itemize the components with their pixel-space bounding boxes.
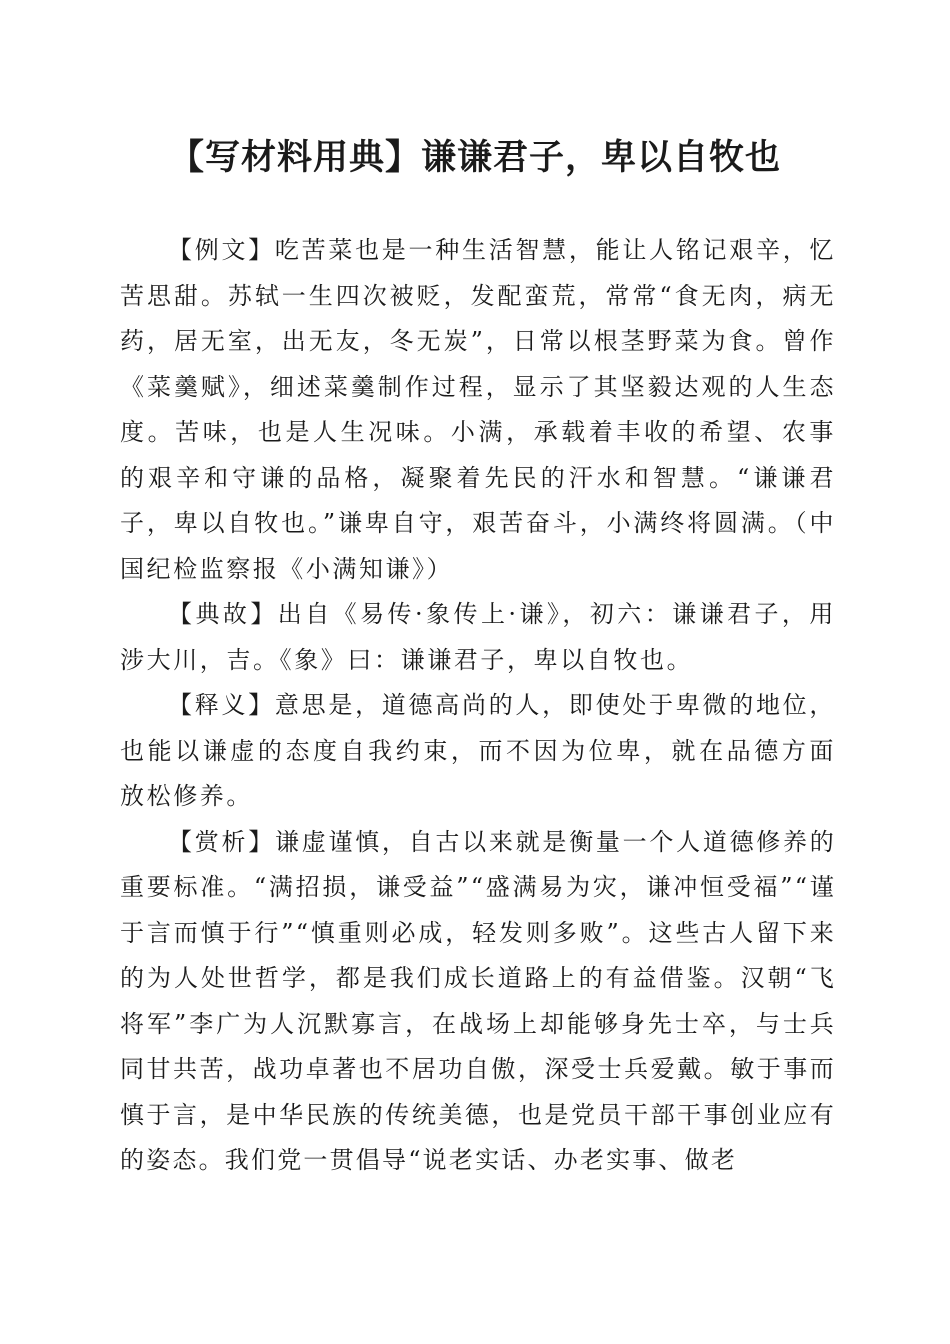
document-body (120, 228, 836, 1184)
paragraph-tag: 【例文】 (168, 236, 275, 264)
paragraph-tag: 【释义】 (168, 691, 275, 719)
paragraph-tag: 【赏析】 (168, 827, 275, 856)
paragraph-tag: 【典故】 (168, 600, 278, 628)
paragraph-appreciation (120, 820, 836, 1184)
paragraph-text: 意思是，道德高尚的人，即使处于卑微的地位，也能以谦虚的态度自我约束，而不因为位卑，就在品德方面放松修养。 (120, 691, 836, 810)
paragraph-text: 出自《易传·象传上·谦》，初六：谦谦君子，用涉大川，吉。《象》曰：谦谦君子，卑以自牧也。 (120, 600, 836, 674)
paragraph-allusion (120, 592, 836, 683)
paragraph-meaning (120, 683, 836, 820)
paragraph-text: 吃苦菜也是一种生活智慧，能让人铭记艰辛，忆苦思甜。苏轼一生四次被贬，发配蛮荒，常常“食无肉，病无药，居无室，出无友，冬无炭”，日常以根茎野菜为食。曾作《菜羹赋》，细述菜羹制作过程，显示了其坚毅达观的人生态度。苦味，也是人生况味。小满，承载着丰收的希望、农事的艰辛和守谦的品格，凝聚着先民的汗水和智慧。“谦谦君子，卑以自牧也。”谦卑自守，艰苦奋斗，小满终将圆满。（中国纪检监察报《小满知谦》） (120, 236, 836, 583)
paragraph-text: 谦虚谨慎，自古以来就是衡量一个人道德修养的重要标准。“满招损，谦受益”“盛满易为灾，谦冲恒受福”“谨于言而慎于行”“慎重则必成，轻发则多败”。这些古人留下来的为人处世哲学，都是我们成长道路上的有益借鉴。汉朝“飞将军”李广为人沉默寡言，在战场上却能够身先士卒，与士兵同甘共苦，战功卓著也不居功自傲，深受士兵爱戴。敏于事而慎于言，是中华民族的传统美德，也是党员干部干事创业应有的姿态。我们党一贯倡导“说老实话、办老实事、做老 (120, 827, 836, 1174)
document-title: 【写材料用典】谦谦君子，卑以自牧也 (168, 138, 781, 178)
paragraph-example (120, 228, 836, 592)
